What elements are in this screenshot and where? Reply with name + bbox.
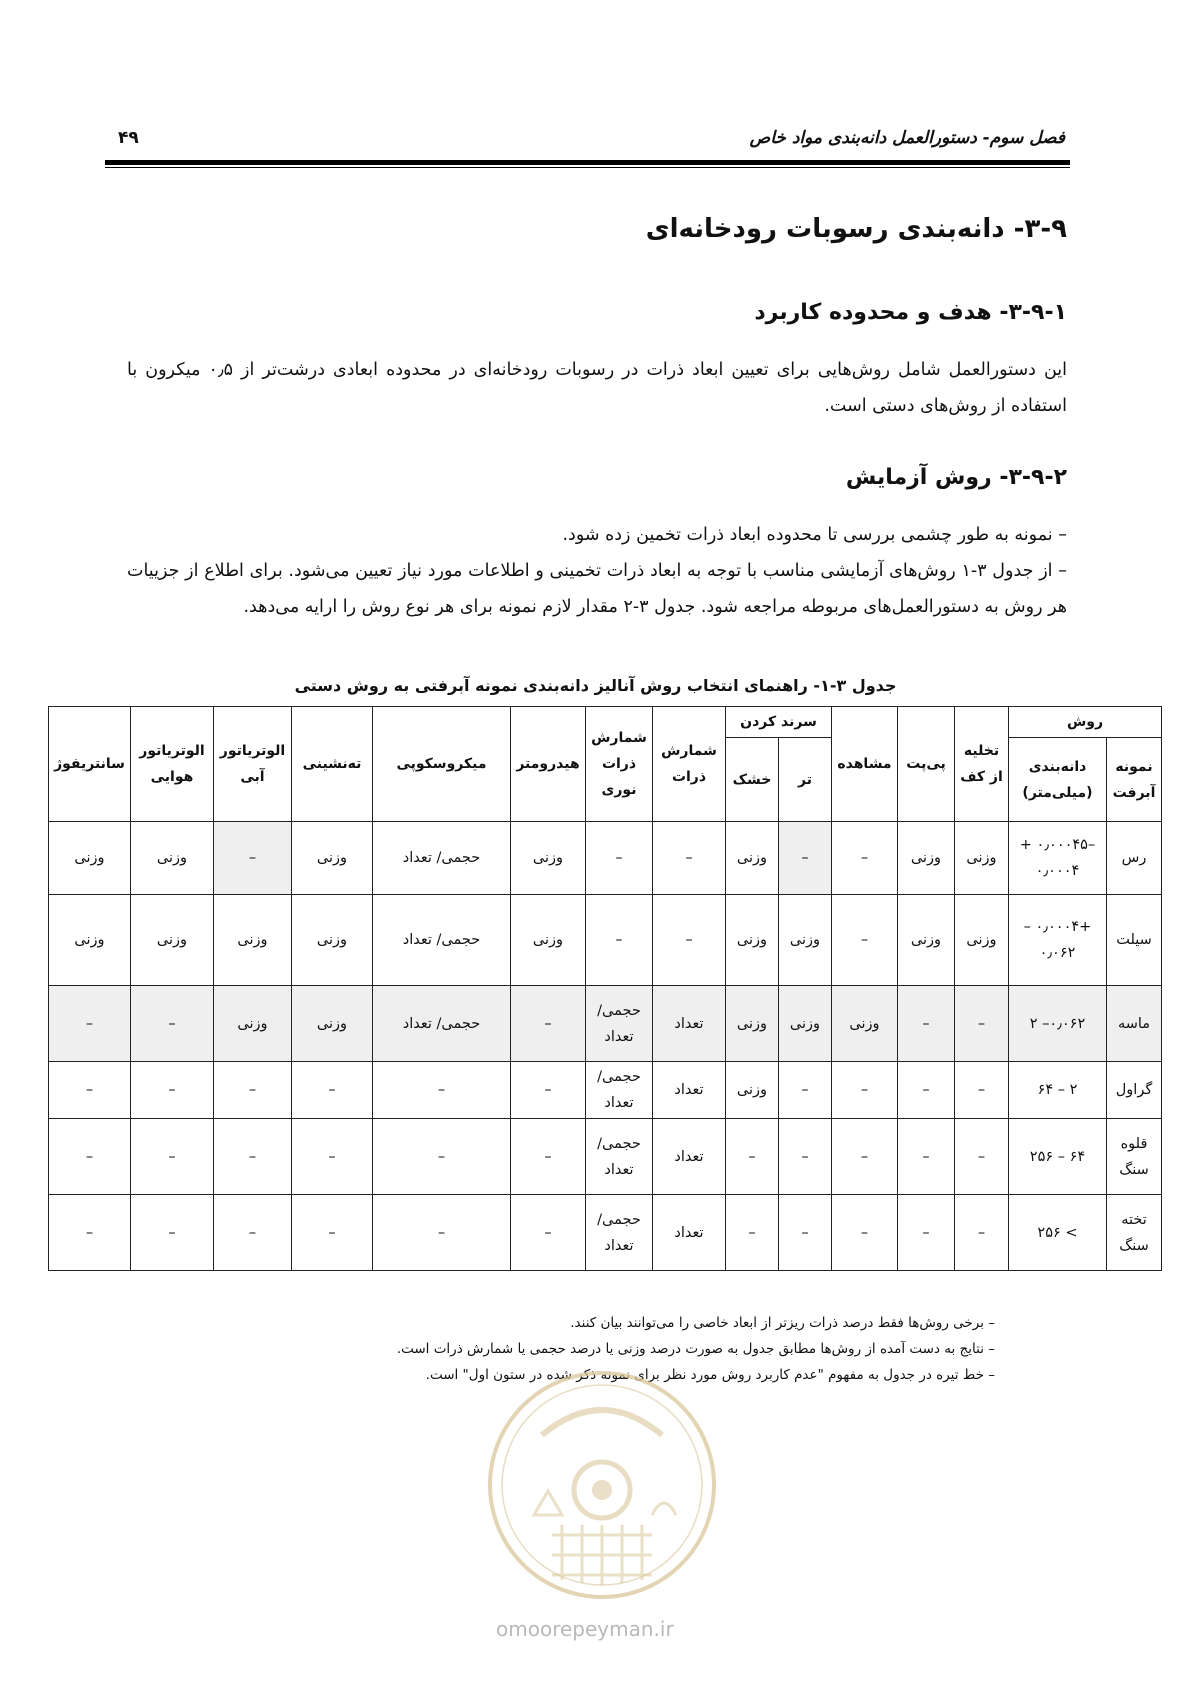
header-sample: نمونه آبرفت <box>1107 738 1162 822</box>
table-caption: جدول ۳-۱- راهنمای انتخاب روش آنالیز دانه‌بندی نمونه آبرفتی به روش دستی <box>294 676 897 695</box>
cell-pipette: وزنی <box>898 822 955 895</box>
table-row <box>49 1195 1162 1271</box>
cell-optical: حجمی/ تعداد <box>586 1119 653 1195</box>
cell-elutriator-water: وزنی <box>214 895 292 986</box>
watermark-url: omoorepeyman.ir <box>496 1617 674 1641</box>
cell-count: – <box>653 895 726 986</box>
cell-elutriator-water: – <box>214 1119 292 1195</box>
header-observe: مشاهده <box>832 707 898 822</box>
cell-range: ۲ – ۶۴ <box>1009 1062 1107 1119</box>
cell-dry: وزنی <box>726 986 779 1062</box>
cell-hydrometer: – <box>511 1119 586 1195</box>
cell-count: تعداد <box>653 1195 726 1271</box>
cell-floor: وزنی <box>955 895 1009 986</box>
cell-optical: حجمی/ تعداد <box>586 1062 653 1119</box>
table-row <box>49 1062 1162 1119</box>
note-item: – برخی روش‌ها فقط درصد ذرات ریزتر از ابعاد خاصی را می‌توانند بیان کنند. <box>570 1315 995 1331</box>
watermark-logo-icon <box>482 1365 722 1605</box>
header-sieve: سرند کردن <box>726 707 832 738</box>
cell-wet: – <box>779 1195 832 1271</box>
cell-optical: – <box>586 822 653 895</box>
header-count: شمارش ذرات <box>653 707 726 822</box>
cell-sedimentation: – <box>292 1119 373 1195</box>
cell-sample: قلوه سنگ <box>1107 1119 1162 1195</box>
header-microscopy: میکروسکوپی <box>373 707 511 822</box>
cell-observe: – <box>832 1195 898 1271</box>
cell-microscopy: حجمی/ تعداد <box>373 986 511 1062</box>
header-dry: خشک <box>726 738 779 822</box>
cell-sedimentation: وزنی <box>292 895 373 986</box>
cell-sedimentation: – <box>292 1062 373 1119</box>
cell-elutriator-water: وزنی <box>214 986 292 1062</box>
cell-range: –۰٫۰۰۰۴۵ + ۰٫۰۰۰۴ <box>1009 822 1107 895</box>
table-row <box>49 895 1162 986</box>
cell-hydrometer: – <box>511 1062 586 1119</box>
cell-floor: – <box>955 1195 1009 1271</box>
cell-microscopy: – <box>373 1195 511 1271</box>
cell-sample: گراول <box>1107 1062 1162 1119</box>
table-header-row-1 <box>49 707 1162 738</box>
cell-elutriator-air: – <box>131 1119 214 1195</box>
cell-range: ۶۴ – ۲۵۶ <box>1009 1119 1107 1195</box>
cell-sedimentation: – <box>292 1195 373 1271</box>
cell-dry: وزنی <box>726 822 779 895</box>
cell-hydrometer: – <box>511 986 586 1062</box>
cell-pipette: – <box>898 986 955 1062</box>
cell-floor: – <box>955 1119 1009 1195</box>
cell-elutriator-water: – <box>214 1195 292 1271</box>
cell-hydrometer: – <box>511 1195 586 1271</box>
cell-microscopy: – <box>373 1062 511 1119</box>
cell-hydrometer: وزنی <box>511 822 586 895</box>
header-grading <box>1009 738 1107 822</box>
cell-optical: – <box>586 895 653 986</box>
cell-dry: – <box>726 1195 779 1271</box>
cell-range: ۰٫۰۶۲– ۲ <box>1009 986 1107 1062</box>
cell-dry: وزنی <box>726 895 779 986</box>
cell-pipette: – <box>898 1195 955 1271</box>
cell-wet: – <box>779 1119 832 1195</box>
note-item: – نتایج به دست آمده از روش‌ها مطابق جدول به صورت درصد وزنی یا درصد حجمی یا شمارش ذرات است. <box>396 1341 995 1357</box>
header-sedimentation: ته‌نشینی <box>292 707 373 822</box>
cell-centrifuge: وزنی <box>49 895 131 986</box>
cell-elutriator-air: – <box>131 1195 214 1271</box>
cell-dry: وزنی <box>726 1062 779 1119</box>
cell-sample: تخته سنگ <box>1107 1195 1162 1271</box>
cell-elutriator-air: وزنی <box>131 822 214 895</box>
table-row <box>49 986 1162 1062</box>
section-title: ۳-۹- دانه‌بندی رسوبات رودخانه‌ای <box>645 214 1067 244</box>
cell-sample: سیلت <box>1107 895 1162 986</box>
cell-count: تعداد <box>653 1062 726 1119</box>
chapter-title: فصل سوم- دستورالعمل دانه‌بندی مواد خاص <box>749 128 1065 148</box>
cell-centrifuge: – <box>49 1062 131 1119</box>
cell-centrifuge: – <box>49 1195 131 1271</box>
cell-microscopy: حجمی/ تعداد <box>373 895 511 986</box>
cell-centrifuge: وزنی <box>49 822 131 895</box>
header-optical: شمارش ذرات نوری <box>586 707 653 822</box>
cell-sedimentation: وزنی <box>292 986 373 1062</box>
cell-centrifuge: – <box>49 986 131 1062</box>
cell-observe: – <box>832 1119 898 1195</box>
cell-microscopy: – <box>373 1119 511 1195</box>
cell-sedimentation: وزنی <box>292 822 373 895</box>
header-centrifuge: سانتریفوژ <box>49 707 131 822</box>
header-grading-label: دانه‌بندی <box>1028 758 1087 775</box>
header-rule-thin <box>105 167 1070 168</box>
cell-wet: وزنی <box>779 895 832 986</box>
header-grading-unit: (میلی‌متر) <box>1022 784 1093 801</box>
method-selection-table <box>48 706 1162 1271</box>
cell-pipette: – <box>898 1119 955 1195</box>
header-floor: تخلیه از کف <box>955 707 1009 822</box>
cell-range: +۰٫۰۰۰۴ – ۰٫۰۶۲ <box>1009 895 1107 986</box>
cell-elutriator-air: – <box>131 986 214 1062</box>
cell-floor: – <box>955 1062 1009 1119</box>
cell-observe: وزنی <box>832 986 898 1062</box>
page-number: ۴۹ <box>118 128 139 148</box>
purpose-paragraph: این دستورالعمل شامل روش‌هایی برای تعیین ابعاد ذرات در رسوبات رودخانه‌ای در محدوده ابعادی درشت‌تر از ۰٫۵ میکرون با استفاده از روش‌های دستی است. <box>127 360 1067 416</box>
header-elutriator-air: الوتریاتور هوایی <box>131 707 214 822</box>
table-row <box>49 822 1162 895</box>
cell-elutriator-air: وزنی <box>131 895 214 986</box>
cell-range: > ۲۵۶ <box>1009 1195 1107 1271</box>
cell-pipette: وزنی <box>898 895 955 986</box>
cell-count: – <box>653 822 726 895</box>
cell-elutriator-water: – <box>214 822 292 895</box>
cell-microscopy: حجمی/ تعداد <box>373 822 511 895</box>
cell-floor: وزنی <box>955 822 1009 895</box>
table-row <box>49 1119 1162 1195</box>
header-wet: تر <box>779 738 832 822</box>
cell-dry: – <box>726 1119 779 1195</box>
cell-sample: ماسه <box>1107 986 1162 1062</box>
cell-hydrometer: وزنی <box>511 895 586 986</box>
cell-observe: – <box>832 822 898 895</box>
cell-elutriator-air: – <box>131 1062 214 1119</box>
note-item: – خط تیره در جدول به مفهوم "عدم کاربرد روش مورد نظر برای نمونه ذکر شده در ستون اول" است. <box>425 1367 995 1383</box>
header-pipette: پی‌پت <box>898 707 955 822</box>
cell-count: تعداد <box>653 986 726 1062</box>
cell-elutriator-water: – <box>214 1062 292 1119</box>
cell-wet: وزنی <box>779 986 832 1062</box>
method-bullet-2: – از جدول ۳-۱ روش‌های آزمایشی مناسب با توجه به ابعاد ذرات تخمینی و اطلاعات مورد نیاز تعیین می‌شود. برای اطلاع از جزییات هر روش به دستورالعمل‌های مربوطه مراجعه شود. جدول ۳-۲ مقدار لازم نمونه برای هر نوع روش را ارایه می‌دهد. <box>127 561 1067 617</box>
cell-observe: – <box>832 1062 898 1119</box>
cell-optical: حجمی/ تعداد <box>586 1195 653 1271</box>
subsection-title-purpose: ۳-۹-۱- هدف و محدوده کاربرد <box>754 300 1067 325</box>
cell-centrifuge: – <box>49 1119 131 1195</box>
cell-wet: – <box>779 1062 832 1119</box>
header-hydrometer: هیدرومتر <box>511 707 586 822</box>
header-method: روش <box>1009 707 1162 738</box>
cell-count: تعداد <box>653 1119 726 1195</box>
cell-sample: رس <box>1107 822 1162 895</box>
subsection-title-method: ۳-۹-۲- روش آزمایش <box>845 465 1067 490</box>
cell-observe: – <box>832 895 898 986</box>
cell-floor: – <box>955 986 1009 1062</box>
header-elutriator-water: الوتریاتور آبی <box>214 707 292 822</box>
cell-pipette: – <box>898 1062 955 1119</box>
header-rule <box>105 160 1070 165</box>
cell-optical: حجمی/ تعداد <box>586 986 653 1062</box>
cell-wet: – <box>779 822 832 895</box>
method-bullet-1: – نمونه به طور چشمی بررسی تا محدوده ابعاد ذرات تخمین زده شود. <box>562 525 1067 545</box>
